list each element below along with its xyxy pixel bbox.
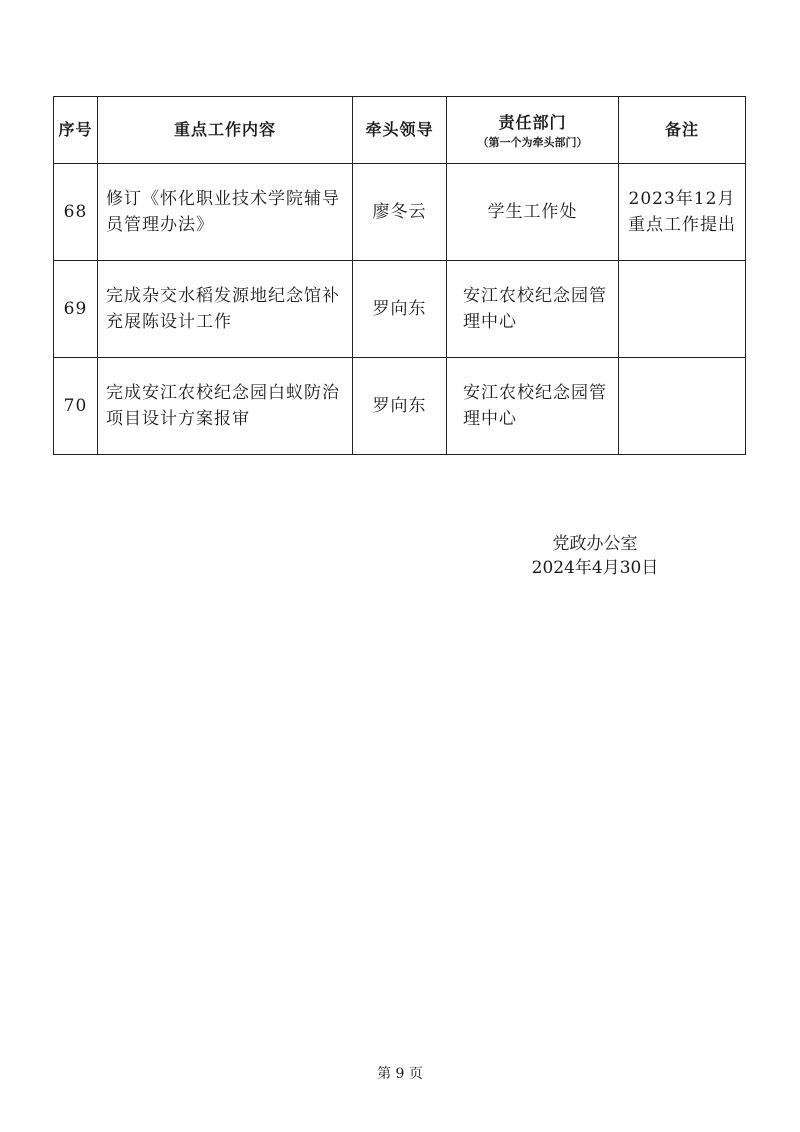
row-note [619, 358, 746, 455]
table-row [54, 358, 746, 455]
signature-date: 2024年4月30日 [531, 558, 659, 578]
header-num: 序号 [54, 97, 98, 164]
row-content: 修订《怀化职业技术学院辅导员管理办法》 [98, 164, 353, 261]
header-dept-title: 责任部门 [498, 113, 567, 132]
header-dept [447, 97, 619, 164]
table-row [54, 261, 746, 358]
header-dept-note: （第一个为牵头部门） [477, 136, 588, 149]
row-note [619, 261, 746, 358]
page-number: 第 9 页 [377, 1066, 423, 1082]
row-leader: 罗向东 [353, 261, 447, 358]
row-num: 68 [54, 164, 98, 261]
row-leader: 廖冬云 [353, 164, 447, 261]
table-header-row [54, 97, 746, 164]
row-content: 完成安江农校纪念园白蚁防治项目设计方案报审 [98, 358, 353, 455]
row-num: 70 [54, 358, 98, 455]
row-note: 2023年12月重点工作提出 [619, 164, 746, 261]
row-content: 完成杂交水稻发源地纪念馆补充展陈设计工作 [98, 261, 353, 358]
row-dept: 学生工作处 [447, 164, 619, 261]
signature-office: 党政办公室 [552, 534, 638, 554]
key-work-table [53, 96, 746, 455]
row-dept: 安江农校纪念园管理中心 [447, 261, 619, 358]
header-note: 备注 [619, 97, 746, 164]
row-leader: 罗向东 [353, 358, 447, 455]
signature-block [525, 532, 665, 580]
header-content: 重点工作内容 [98, 97, 353, 164]
header-leader: 牵头领导 [353, 97, 447, 164]
row-dept: 安江农校纪念园管理中心 [447, 358, 619, 455]
row-num: 69 [54, 261, 98, 358]
table-row [54, 164, 746, 261]
